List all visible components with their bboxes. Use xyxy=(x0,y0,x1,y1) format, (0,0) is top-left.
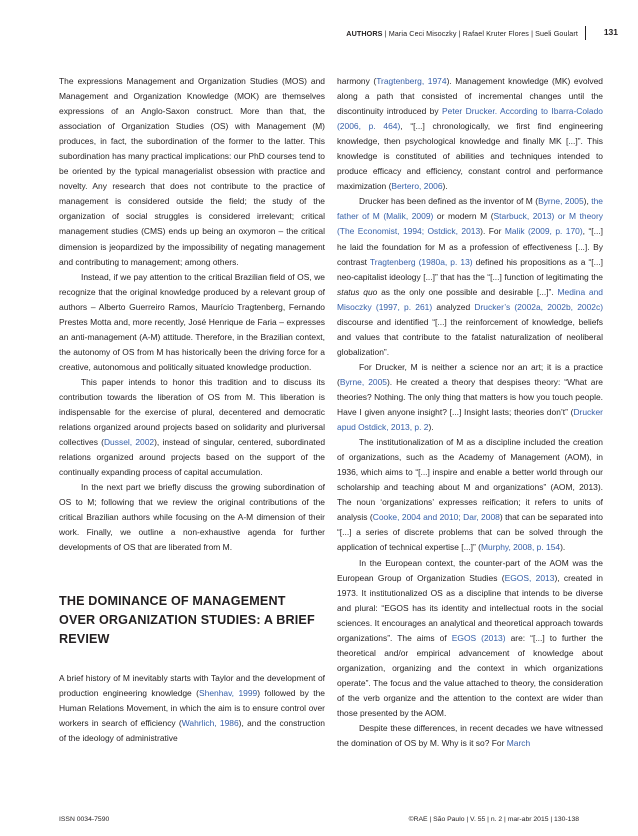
text-run: In the European context, the counter-part of the AOM was the European Group of Organization Studies ( xyxy=(337,557,603,583)
citation-link[interactable]: Bertero, 2006 xyxy=(391,181,443,192)
right-column xyxy=(337,74,603,751)
running-header xyxy=(20,26,618,42)
citation-link[interactable]: EGOS (2013) xyxy=(451,632,506,643)
citation-link[interactable]: Cooke, 2004 and 2010; Dar, 2008 xyxy=(372,512,500,523)
text-run: Despite these differences, in recent decades we have witnessed the domination of OS by M. Why is it so? For xyxy=(337,723,603,749)
italic-term: status quo xyxy=(337,286,378,297)
text-run: ). Management knowledge (MK) evolved along a path that consisted of incremental changes until the discontinuity introduced by xyxy=(337,76,603,117)
text-run: or modern M ( xyxy=(433,211,494,222)
citation-link[interactable]: EGOS, 2013 xyxy=(504,572,555,583)
paragraph: The expressions Management and Organization Studies (MOS) and Management and Organization Knowledge (MOK) are themselves expressions of an Anglo-Saxon construct. More than that, the association of Organization Studies (OS) with Management (M) produces, in fact, the subordination of the former to the latter. This subordination has many practical implications: our PhD courses tend to be oriented by the typical managerialist obsession with practice and novelty. Any research that does not contribute to the practice of management is considered outside the field; the study of the organization of social struggles is considered irrelevant; critical management studies (CMS) ends up being an oxymoron – the critical dimension is jeopardized by the impossibility of negating management and contributing to management; among others. xyxy=(59,76,325,267)
citation-link[interactable]: Dussel, 2002 xyxy=(103,437,155,448)
paragraph: Instead, if we pay attention to the critical Brazilian field of OS, we recognize that the original knowledge produced by a relevant group of authors – Alberto Guerreiro Ramos, Maurício Tragtenberg, Fernando Prestes Motta and, more recently, José Henrique de Faria – expresses an anti-management (A-M) attitude. Therefore, in the Brazilian context, the autonomy of OS from M has historically been the driving force for a creative, autonomous and politically situated knowledge production. xyxy=(59,271,325,372)
text-run: ), created in 1973. It institutionalized OS as a discipline that intends to be diverse and plural: “EGOS has its identity and intellectual roots in the social sciences. It encourages an analytical and theoretical approach towards organizations”. The aims of xyxy=(337,572,603,643)
text-run: ) followed by the Human Relations Movement, in which the aim is to ensure control over workers in search of efficiency ( xyxy=(59,687,325,728)
text-run: , “[...] he laid the foundation for M as a profession of effectiveness [...]. By contrast xyxy=(337,226,603,267)
paragraph xyxy=(337,74,603,194)
citation-link[interactable]: Wahrlich, 1986 xyxy=(181,717,239,728)
text-run: are: “[...] to further the theoretical and/or empirical advancement of knowledge about organization, organizing and the context in which organizations operate”. The focus and the value attached to theory, the consideration of the verb organize and the attention to the context are wider than those presented by the AOM. xyxy=(337,632,603,718)
text-run: ). He created a theory that despises theory: “What are theories? Nothing. The only thing that matters is how you touch people. Have I given anyone insight? [...] Insight lasts; theories don’t” ( xyxy=(337,376,603,418)
text-run: This paper intends to honor this tradition and to discuss its contribution towards the liberation of OS from M. This liberation is indispensable for the exercise of plural, decentered and democratic relations organized around projects based on solidarity and pluriversal collectives ( xyxy=(59,376,325,448)
text-run: For Drucker, M is neither a science nor an art; it is a practice ( xyxy=(337,361,603,387)
citation-link[interactable]: Medina and Misoczky (1997, p. 261) xyxy=(337,286,603,312)
header-authors-names: | Maria Ceci Misoczky | Rafael Kruter Flores | Sueli Goulart xyxy=(384,29,578,38)
footer-issn: ISSN 0034-7590 xyxy=(59,816,110,823)
text-run: The institutionalization of M as a discipline included the creation of organizations, such as the Academy of Management (AOM), in 1936, which aims to “[...] inspire and enable a better world through our scholarship and teaching about M and organizations” (AOM, 2013). The noun ‘organizations’ expresses reification; it refers to units of analysis ( xyxy=(337,437,603,523)
text-run: ), xyxy=(583,196,592,207)
citation-link[interactable]: Malik (2009, p. 170) xyxy=(504,226,583,237)
citation-link[interactable]: Byrne, 2005 xyxy=(339,376,387,387)
text-run: ) that can be separated into “[...] a series of discrete problems that can be solved through the application of technical expertise [...]” ( xyxy=(337,512,604,553)
header-divider xyxy=(585,26,586,40)
citation-link[interactable]: Drucker’s (2002a, 2002b, 2002c) xyxy=(474,301,604,312)
header-authors-label: AUTHORS xyxy=(346,29,383,38)
citation-link[interactable]: Murphy, 2008, p. 154 xyxy=(480,542,561,553)
text-run: discourse and identified “[...] the reinforcement of knowledge, beliefs and values that contribute to the fatalist naturalization of neoliberal globalization”. xyxy=(337,316,603,357)
paragraph xyxy=(59,671,325,746)
citation-link[interactable]: the father of M (Malik, 2009) xyxy=(337,196,603,222)
paragraph xyxy=(337,556,603,722)
text-run: Drucker has been defined as the inventor of M ( xyxy=(359,196,539,207)
page-number: 131 xyxy=(603,27,618,37)
text-run: ), and the construction of the ideology of administrative xyxy=(59,717,325,743)
footer-citation: ©RAE | São Paulo | V. 55 | n. 2 | mar-abr 2015 | 130-138 xyxy=(408,816,579,823)
citation-link[interactable]: March xyxy=(506,738,531,749)
text-run: ). xyxy=(428,422,434,433)
paragraph xyxy=(337,721,603,751)
citation-link[interactable]: Shenhav, 1999 xyxy=(199,687,258,698)
text-run: as the only one possible and desirable [...]”. xyxy=(377,286,558,297)
left-column xyxy=(59,74,325,746)
citation-link[interactable]: Tragtenberg (1980a, p. 13) xyxy=(369,256,473,267)
text-run: , “[...] chronologically, we first find engineering knowledge, then psychological knowledge and finally MK [...]”. This knowledge is constituted of abilities and techniques intended to produce efficacy and efficiency, constant control and performance maximization ( xyxy=(337,121,603,192)
paragraph: In the next part we briefly discuss the growing subordination of OS to M; following that we review the original contributions of the critical Brazilian authors while focusing on the A-M dimension of their work. Finally, we outline a non-exhaustive agenda for further developments of OS that are liberated from M. xyxy=(59,482,325,553)
paragraph xyxy=(337,360,603,435)
text-run: analyzed xyxy=(432,301,475,312)
text-run: harmony ( xyxy=(337,76,377,86)
text-run: ). xyxy=(560,542,566,553)
paragraph xyxy=(59,375,325,480)
text-run: ). xyxy=(442,181,448,192)
text-run: ). For xyxy=(480,226,505,237)
paragraph xyxy=(337,435,603,555)
citation-link[interactable]: Byrne, 2005 xyxy=(538,196,584,207)
header-authors xyxy=(346,29,578,38)
text-run: defined his propositions as a “[...] neo-capitalist ideology [...]” that has the “[...] function of legitimating the xyxy=(337,256,603,282)
citation-link[interactable]: Starbuck, 2013) or M theory (The Economist, 1994; Ostdick, 2013 xyxy=(337,211,603,237)
citation-link[interactable]: Tragtenberg, 1974 xyxy=(376,76,447,86)
citation-link[interactable]: Drucker apud Ostdick, 2013, p. 2 xyxy=(337,407,603,433)
paragraph xyxy=(337,194,603,360)
section-heading: THE DOMINANCE OF MANAGEMENT OVER ORGANIZATION STUDIES: A BRIEF REVIEW xyxy=(59,593,315,646)
text-run: A brief history of M inevitably starts with Taylor and the development of production engineering knowledge ( xyxy=(59,672,325,698)
text-run: ), instead of singular, centered, subordinated relations organized around projects based on the support of the continually expanding process of capital accumulation. xyxy=(59,437,326,478)
citation-link[interactable]: Peter Drucker. According to Ibarra-Colado (2006, p. 464) xyxy=(337,106,603,132)
